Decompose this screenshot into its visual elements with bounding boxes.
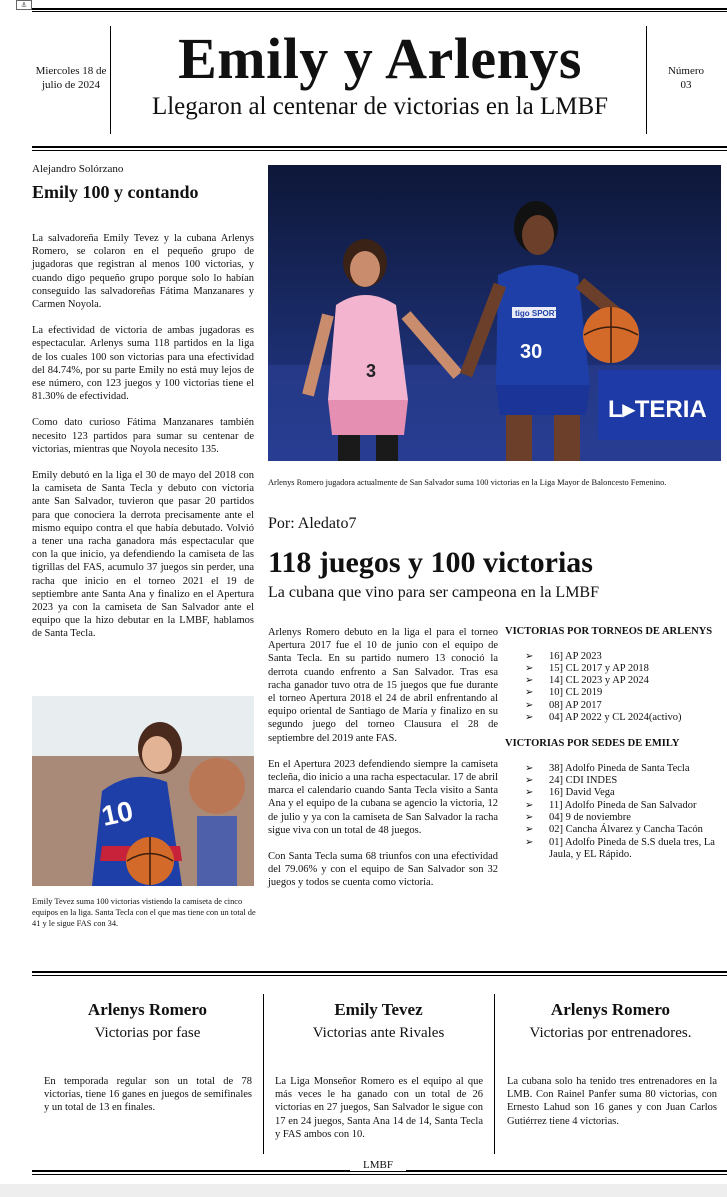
main-byline: Por: Aledato7 bbox=[268, 515, 357, 532]
arrow-bullet-icon: ➢ bbox=[525, 711, 534, 723]
masthead-bottom-rule bbox=[32, 146, 727, 148]
paragraph: Con Santa Tecla suma 68 triunfos con una efectividad del 79.06% y con el equipo de San Salvador son 32 juegos y todos se cuenta como victoria. bbox=[268, 851, 498, 889]
list-item: ➢ 04] AP 2022 y CL 2024(activo) bbox=[525, 711, 682, 723]
list-item: ➢ 16] AP 2023 bbox=[525, 650, 602, 662]
list-item: ➢ 24] CDI INDES bbox=[525, 775, 618, 787]
list-item: ➢ 15] CL 2017 y AP 2018 bbox=[525, 662, 649, 674]
footer-label: LMBF bbox=[350, 1159, 406, 1171]
loteria-banner: L▸TERIA bbox=[608, 396, 707, 423]
box-rivals bbox=[263, 1000, 494, 1043]
article-body bbox=[32, 232, 254, 654]
svg-text:10: 10 bbox=[98, 795, 136, 832]
emily-photo-illustration bbox=[32, 696, 254, 886]
list-item: ➢ 11] Adolfo Pineda de San Salvador bbox=[525, 799, 697, 811]
arrow-bullet-icon: ➢ bbox=[525, 799, 534, 811]
main-photo-caption: Arlenys Romero jugadora actualmente de San Salvador suma 100 victorias en la Liga Mayor de Baloncesto Femenino. bbox=[268, 478, 667, 487]
arrow-bullet-icon: ➢ bbox=[525, 787, 534, 799]
arrow-bullet-icon: ➢ bbox=[525, 699, 534, 711]
arrow-bullet-icon: ➢ bbox=[525, 836, 534, 848]
paragraph: La efectividad de victoria de ambas jugadoras es espectacular. Arlenys suma 118 partidos en la liga de los cuales 100 son victorias para una efectividad del 84.74%, por su parte Emily no está muy lejos de ese número, con 123 juegos y 100 victorias tiene el 81.30% de efectividad. bbox=[32, 325, 254, 403]
box-text: En temporada regular son un total de 78 victorias, tiene 16 ganes en juegos de semifinales y un total de 13 en finales. bbox=[44, 1076, 252, 1114]
box-subtitle: Victorias por entrenadores. bbox=[529, 1025, 692, 1041]
anchor-icon: ⚓ bbox=[16, 0, 32, 10]
venues-list-title: VICTORIAS POR SEDES DE EMILY bbox=[505, 738, 680, 750]
tournaments-list-title: VICTORIAS POR TORNEOS DE ARLENYS bbox=[505, 626, 713, 637]
box-subtitle: Victorias por fase bbox=[94, 1025, 201, 1041]
paragraph: Emily debutó en la liga el 30 de mayo del 2018 con la camiseta de Santa Tecla y debuto con victoria ante San Salvador, tuvieron que pasar 20 partidos para que conociera la derrota precisamente ante el mismo equipo contra el que había debutado. Volvió a tener una racha ganadora más espectacular que con la que inicio, ya defendiendo la camiseta de las tigrillas del FAS, acumulo 37 juegos sin perder, una racha que inicio en el torneo 2021 el 19 de septiembre ante Santa Ana y finalizo en el Apertura 2023 ya con la camiseta de San Salvador ante el equipo que la hizo debutar en la LMBF, hablamos de Santa Tecla. bbox=[32, 470, 254, 640]
page-subtitle: Llegaron al centenar de victorias en la LMBF bbox=[151, 93, 609, 120]
jersey-number-left: 3 bbox=[366, 361, 377, 381]
venues-list bbox=[505, 763, 727, 861]
page-bottom-margin bbox=[0, 1184, 727, 1197]
footer-rule-thin bbox=[32, 1174, 727, 1175]
list-item: ➢ 38] Adolfo Pineda de Santa Tecla bbox=[525, 762, 690, 774]
masthead-top-rule bbox=[32, 8, 727, 10]
stats-lists bbox=[505, 626, 727, 875]
list-item: ➢ 01] Adolfo Pineda de S.S duela tres, La Jaula, y EL Rápido. bbox=[525, 836, 715, 860]
masthead-top-rule-thin bbox=[32, 11, 727, 12]
box-coaches bbox=[494, 1000, 727, 1043]
box-title: Emily Tevez bbox=[334, 1000, 423, 1019]
box-subtitle: Victorias ante Rivales bbox=[312, 1025, 445, 1041]
issue-date: Miercoles 18 de julio de 2024 bbox=[35, 65, 107, 91]
arrow-bullet-icon: ➢ bbox=[525, 775, 534, 787]
list-item: ➢ 02] Cancha Álvarez y Cancha Tacón bbox=[525, 824, 703, 836]
emily-photo bbox=[32, 696, 254, 886]
box-title: Arlenys Romero bbox=[550, 1000, 671, 1019]
paragraph: La salvadoreña Emily Tevez y la cubana Arlenys Romero, se colaron en el pequeño grupo de jugadoras que registran al menos 100 victorias, y cuando digo pequeño grupo porque solo lo habían conseguido las salvadoreñas Fátima Manzanares y Carmen Noyola. bbox=[32, 233, 254, 311]
arrow-bullet-icon: ➢ bbox=[525, 762, 534, 774]
article-author: Alejandro Solórzano bbox=[32, 163, 124, 175]
main-subheadline: La cubana que vino para ser campeona en la LMBF bbox=[268, 584, 599, 601]
paragraph: En el Apertura 2023 defendiendo siempre la camiseta tecleña, dio inicio a una racha espectacular. 17 de abril marca el calendario cuando Santa Tecla visito a Santa Ana y el equipo de la cubana se agencio la victoria, 12 de julio y ya con la camiseta de San Salvador la racha sigue viva con un total de 48 juegos. bbox=[268, 758, 498, 836]
list-item: ➢ 08] AP 2017 bbox=[525, 699, 602, 711]
issue-number-block bbox=[650, 64, 722, 92]
box-title: Arlenys Romero bbox=[87, 1000, 208, 1019]
box-text: La cubana solo ha tenido tres entrenadores en la LMB. Con Rainel Panfer suma 80 victorias, con Ernesto Lahud son 16 ganes y con Juan Carlos Gutiérrez tiene 4 victorias. bbox=[507, 1076, 717, 1127]
article-headline: Emily 100 y contando bbox=[32, 182, 199, 202]
arrow-bullet-icon: ➢ bbox=[525, 675, 534, 687]
list-item: ➢ 14] CL 2023 y AP 2024 bbox=[525, 675, 649, 687]
main-photo bbox=[268, 165, 721, 461]
arrow-bullet-icon: ➢ bbox=[525, 650, 534, 662]
box-phases bbox=[32, 1000, 263, 1043]
sponsor-logo: tigo SPORTS bbox=[515, 309, 565, 318]
main-headline: 118 juegos y 100 victorias bbox=[268, 546, 593, 579]
list-item: ➢ 04] 9 de noviembre bbox=[525, 811, 631, 823]
paragraph: Arlenys Romero debuto en la liga el para el torneo Apertura 2017 fue el 10 de junio con el equipo de Santa Tecla. En su partido numero 13 conoció la derrota cuando enfrento a San Salvador. Tras esa racha ganador tuvo otra de 15 juegos que fue durante el torneo Apertura 2018 el 24 de abril enfrentando al equipo oriental de Santiago de María y finalizo en su segundo juego del torneo Clausura el 28 de septiembre del 2019 ante FAS. bbox=[268, 627, 498, 744]
paragraph: Como dato curioso Fátima Manzanares también necesito 123 partidos para sumar su centenar de victorias, mientras que Noyola necesito 135. bbox=[32, 417, 254, 455]
bottom-section-rule bbox=[32, 971, 727, 973]
box-text: La Liga Monseñor Romero es el equipo al que más veces le ha ganado con un total de 26 victorias en 27 juegos, San Salvador le sigue con 17 en 24 juegos, Santa Ana 14 de 14, Santa Tecla y FAS ambos con 10. bbox=[275, 1076, 483, 1140]
arrow-bullet-icon: ➢ bbox=[525, 662, 534, 674]
list-item: ➢ 10] CL 2019 bbox=[525, 687, 603, 699]
page-title: Emily y Arlenys bbox=[178, 26, 582, 91]
tournaments-list bbox=[505, 651, 727, 725]
arrow-bullet-icon: ➢ bbox=[525, 811, 534, 823]
masthead-divider-left bbox=[110, 26, 111, 134]
masthead-divider-right bbox=[646, 26, 647, 134]
arrow-bullet-icon: ➢ bbox=[525, 824, 534, 836]
bottom-section-rule-thin bbox=[32, 975, 727, 976]
arrow-bullet-icon: ➢ bbox=[525, 687, 534, 699]
main-photo-illustration bbox=[268, 165, 721, 461]
emily-photo-caption: Emily Tevez suma 100 victorias vistiendo la camiseta de cinco equipos en la liga. Santa Tecla con el que mas tiene con un total de 41 y le sigue FAS con 34. bbox=[32, 897, 256, 928]
issue-number-label: Número bbox=[667, 65, 705, 77]
jersey-number-right: 30 bbox=[520, 341, 543, 363]
masthead-bottom-rule-thin bbox=[32, 150, 727, 151]
main-article-body bbox=[268, 626, 498, 903]
issue-number: 03 bbox=[680, 79, 692, 91]
list-item: ➢ 16] David Vega bbox=[525, 787, 615, 799]
